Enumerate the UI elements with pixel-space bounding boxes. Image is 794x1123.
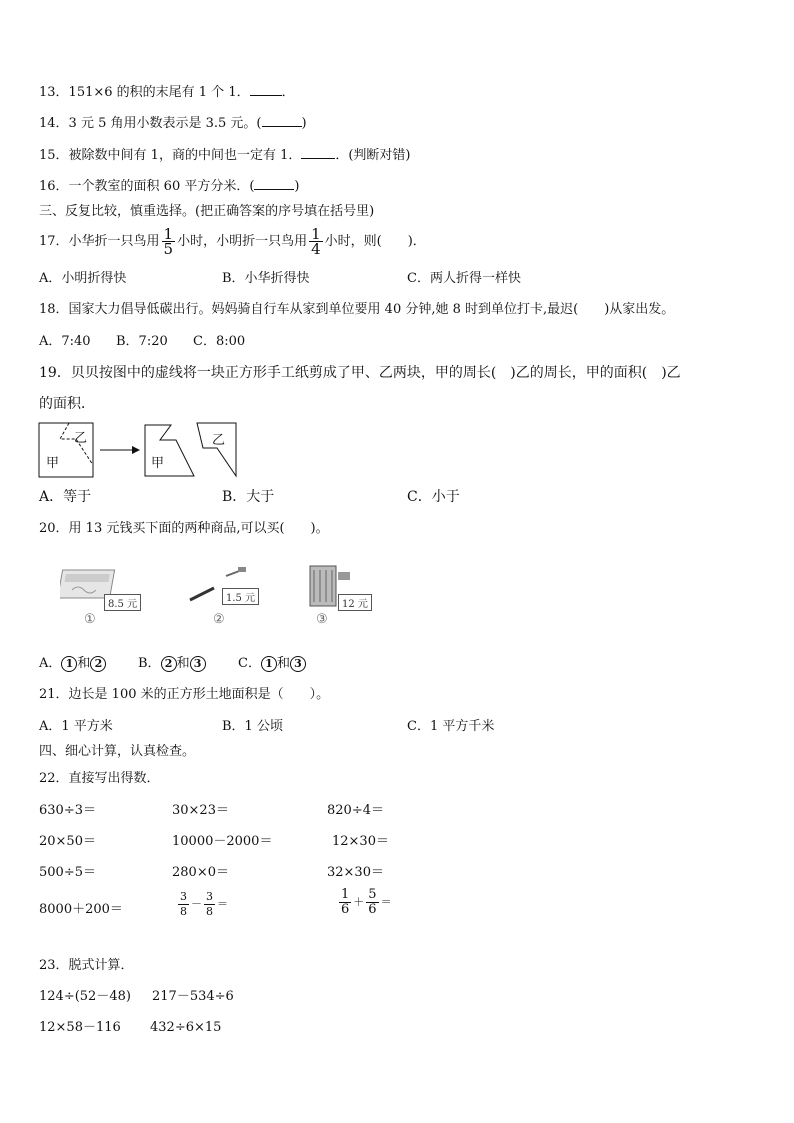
question-13-tail: ． — [281, 85, 295, 100]
svg-text:乙: 乙 — [212, 433, 226, 448]
q21-option-c[interactable]: C．1 平方千米 — [407, 719, 495, 734]
section-4-heading: 四、细心计算，认真检查。 — [39, 744, 196, 759]
option-letter: B． — [138, 656, 161, 671]
answer-blank[interactable] — [254, 177, 294, 190]
question-16-tail: ) — [294, 179, 300, 194]
fraction — [366, 888, 378, 917]
equals-sign: ＝ — [380, 895, 392, 909]
answer-blank[interactable] — [301, 146, 335, 159]
fraction — [178, 890, 189, 919]
svg-text:甲: 甲 — [151, 456, 165, 471]
circled-number: 3 — [290, 656, 306, 672]
calc-item: 124÷(52－48) — [39, 989, 131, 1004]
calc-item: 8000＋200＝ — [39, 902, 123, 917]
fraction-denominator: 8 — [180, 905, 187, 918]
fraction-numerator: 1 — [341, 887, 350, 902]
q19-option-a[interactable]: A．等于 — [39, 489, 92, 505]
and-text: 和 — [276, 656, 290, 671]
q17-option-c[interactable]: C．两人折得一样快 — [407, 271, 521, 286]
fraction-denominator: 6 — [368, 902, 377, 917]
fraction-numerator: 3 — [180, 890, 187, 903]
product-label-3: ③ — [316, 612, 328, 627]
calc-item: 500÷5＝ — [39, 865, 96, 880]
question-17 — [39, 224, 426, 260]
calc-item: 20×50＝ — [39, 834, 96, 849]
question-16 — [39, 177, 300, 196]
yi-label: 乙 — [74, 431, 88, 446]
question-15-tail: ．(判断对错) — [335, 148, 411, 163]
calc-item: 30×23＝ — [172, 803, 229, 818]
question-15 — [39, 146, 411, 165]
question-20: 20．用 13 元钱买下面的两种商品,可以买( )。 — [39, 521, 329, 536]
fraction-denominator: 5 — [163, 240, 174, 258]
fraction-denominator: 6 — [341, 902, 350, 917]
calc-item: 432÷6×15 — [150, 1020, 222, 1035]
q18-option-b[interactable]: B．7:20 — [116, 334, 168, 349]
question-14-text: 14．3 元 5 角用小数表示是 3.5 元。( — [39, 116, 262, 131]
q19-option-c[interactable]: C．小于 — [407, 489, 460, 505]
and-text: 和 — [77, 656, 91, 671]
calc-item: 217－534÷6 — [152, 989, 234, 1004]
and-text: 和 — [176, 656, 190, 671]
fraction-subtraction — [176, 890, 228, 919]
fraction — [204, 890, 215, 919]
question-22: 22．直接写出得数． — [39, 771, 160, 786]
q20-option-a[interactable] — [39, 655, 106, 673]
price-tag-1: 8.5 元 — [104, 594, 141, 611]
fraction-one-fourth — [309, 227, 323, 256]
question-21: 21．边长是 100 米的正方形土地面积是（ ）。 — [39, 687, 330, 702]
question-18: 18．国家大力倡导低碳出行。妈妈骑自行车从家到单位要用 40 分钟,她 8 时到单位打卡,最迟( )从家出发。 — [39, 302, 675, 317]
calc-item: 630÷3＝ — [39, 803, 96, 818]
circled-number: 3 — [190, 656, 206, 672]
fraction-numerator: 5 — [368, 887, 377, 902]
calc-item: 32×30＝ — [327, 865, 384, 880]
answer-blank[interactable] — [262, 114, 302, 127]
question-17-mid: 小时，小明折一只鸟用 — [177, 234, 308, 249]
fraction — [339, 888, 351, 917]
question-15-text: 15．被除数中间有 1，商的中间也一定有 1． — [39, 148, 302, 163]
q17-option-a[interactable]: A．小明折得快 — [39, 271, 127, 286]
fraction-denominator: 4 — [311, 240, 321, 258]
price-tag-3: 12 元 — [338, 594, 372, 611]
product-label-1: ① — [84, 612, 96, 627]
question-17-pre: 17．小华折一只鸟用 — [39, 234, 160, 249]
q21-option-b[interactable]: B．1 公顷 — [222, 719, 283, 734]
operator: ＋ — [353, 895, 365, 909]
q20-option-c[interactable] — [238, 655, 306, 673]
q21-option-a[interactable]: A．1 平方米 — [39, 719, 113, 734]
fraction-denominator: 8 — [206, 905, 213, 918]
price-tag-2: 1.5 元 — [222, 588, 259, 605]
question-19-line1: 19．贝贝按图中的虚线将一块正方形手工纸剪成了甲、乙两块，甲的周长( )乙的周长，甲的面积( )乙 — [39, 365, 681, 381]
question-19-line2: 的面积． — [39, 396, 95, 412]
fraction-numerator: 1 — [311, 225, 321, 243]
fraction-one-fifth — [162, 227, 176, 256]
circled-number: 1 — [261, 656, 277, 672]
option-letter: C． — [238, 656, 261, 671]
calc-item: 12×58－116 — [39, 1020, 121, 1035]
option-letter: A． — [39, 656, 62, 671]
equals-sign: ＝ — [217, 897, 228, 911]
question-17-post: 小时，则( )． — [324, 234, 426, 249]
question-14-tail: ) — [301, 116, 307, 131]
circled-number: 1 — [61, 656, 77, 672]
q19-option-b[interactable]: B．大于 — [222, 489, 275, 505]
calc-item: 820÷4＝ — [327, 803, 384, 818]
fraction-numerator: 3 — [206, 890, 213, 903]
product-label-2: ② — [213, 612, 225, 627]
calc-item: 12×30＝ — [332, 834, 389, 849]
q18-option-c[interactable]: C．8:00 — [193, 334, 246, 349]
q18-option-a[interactable]: A．7:40 — [39, 334, 91, 349]
question-13 — [39, 83, 295, 102]
operator: － — [191, 897, 202, 911]
question-23: 23．脱式计算． — [39, 958, 134, 973]
answer-blank[interactable] — [250, 83, 282, 96]
question-14 — [39, 114, 307, 133]
calc-item: 280×0＝ — [172, 865, 229, 880]
jia-label: 甲 — [46, 456, 60, 471]
q17-option-b[interactable]: B．小华折得快 — [222, 271, 310, 286]
circled-number: 2 — [90, 656, 106, 672]
circled-number: 2 — [161, 656, 177, 672]
fraction-numerator: 1 — [163, 225, 174, 243]
fraction-addition — [337, 888, 392, 917]
section-3-heading: 三、反复比较，慎重选择。(把正确答案的序号填在括号里) — [39, 204, 375, 219]
cut-paper-figure — [36, 420, 246, 482]
question-13-text: 13．151×6 的积的末尾有 1 个 1． — [39, 85, 250, 100]
q20-option-b[interactable] — [138, 655, 206, 673]
calc-item: 10000－2000＝ — [172, 834, 273, 849]
question-16-text: 16．一个教室的面积 60 平方分米．( — [39, 179, 255, 194]
